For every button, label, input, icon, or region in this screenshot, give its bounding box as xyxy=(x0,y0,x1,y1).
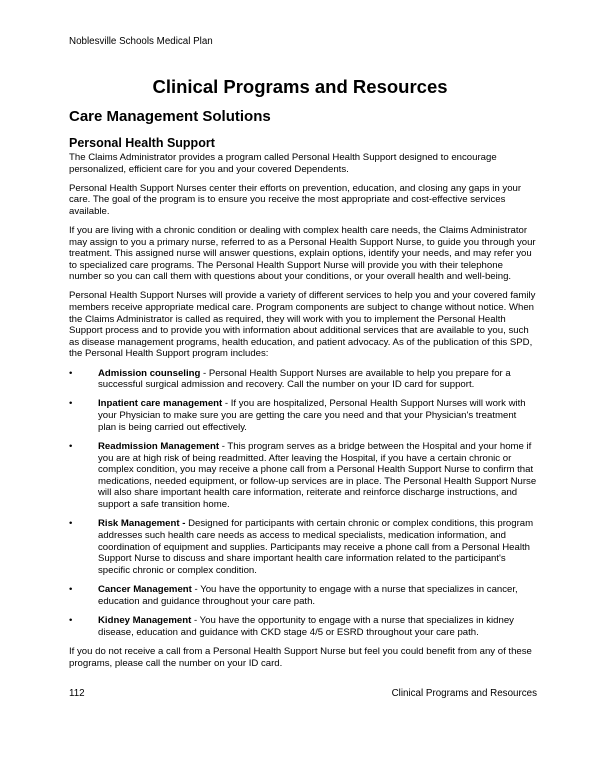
paragraph: The Claims Administrator provides a program called Personal Health Support designed to encourage personalized, efficient care for you and your covered Dependents. xyxy=(69,152,497,175)
list-item xyxy=(69,398,537,433)
running-header: Noblesville Schools Medical Plan xyxy=(69,36,213,47)
list-item xyxy=(69,441,537,511)
program-list xyxy=(69,368,537,639)
list-item-term: Readmission Management xyxy=(98,441,220,453)
bullet-icon: • xyxy=(69,584,73,596)
list-item-text: - Personal Health Support Nurses are available to help you prepare for a successful surgical admission and recovery. Call the number on your ID card for support. xyxy=(98,367,511,391)
page-number: 112 xyxy=(69,688,85,699)
list-item-term: Kidney Management xyxy=(98,615,192,627)
list-item-term: Cancer Management xyxy=(98,584,192,596)
list-item-term: Inpatient care management xyxy=(98,398,223,410)
list-item-text: - You have the opportunity to engage with a nurse that specializes in cancer, education and guidance throughout your care path. xyxy=(98,584,518,607)
paragraph: Personal Health Support Nurses will provide a variety of different services to help you and your covered family members receive appropriate medical care. Program components are subject to change without notice. When the Claims Administrator is called as required, they will work with you to implement the Personal Health Support process and to provide you with information about additional services that are available to you, such as disease management programs, health education, and patient advocacy. As of the publication of this SPD, the Personal Health Support program includes: xyxy=(69,290,536,360)
list-item-text: - This program serves as a bridge between the Hospital and your home if you are at high risk of being readmitted. After leaving the Hospital, if you have a certain chronic or complex condition, you may receive a phone call from a Personal Health Support Nurse to confirm that medications, needed equipment, or follow-up services are in place. The Personal Health Support Nurse will also share important health care information, reiterate and reinforce discharge instructions, and support a safe transition home. xyxy=(98,441,537,511)
section-heading: Care Management Solutions xyxy=(69,108,271,125)
closing-paragraph: If you do not receive a call from a Personal Health Support Nurse but feel you could benefit from any of these programs, please call the number on your ID card. xyxy=(69,646,532,669)
list-item-text: - You have the opportunity to engage with a nurse that specializes in kidney disease, education and guidance with CKD stage 4/5 or ESRD throughout your care path. xyxy=(98,615,514,638)
bullet-icon: • xyxy=(69,518,73,530)
list-item-term: Admission counseling xyxy=(98,367,201,379)
bullet-icon: • xyxy=(69,398,73,410)
paragraph: Personal Health Support Nurses center their efforts on prevention, education, and closing any gaps in your care. The goal of the program is to ensure you receive the most appropriate and cost-effective services available. xyxy=(69,182,522,217)
list-item-text: - If you are hospitalized, Personal Health Support Nurses will work with your Physician to make sure you are getting the care you need and that your Physician's treatment plan is being carried out effectively. xyxy=(98,398,526,433)
list-item xyxy=(69,368,537,391)
list-item xyxy=(69,518,537,576)
page-title: Clinical Programs and Resources xyxy=(152,76,448,97)
list-item xyxy=(69,584,537,607)
list-item-text: Designed for participants with certain chronic or complex conditions, this program addresses such health care needs as access to medical specialists, medication information, and coordination of equipment and supplies. Participants may receive a phone call from a Personal Health Support Nurse to discuss and share important health care information related to the participant's specific chronic or complex condition. xyxy=(98,518,534,576)
body-content xyxy=(69,152,537,677)
footer-section-name: Clinical Programs and Resources xyxy=(391,688,537,699)
bullet-icon: • xyxy=(69,367,73,379)
bullet-icon: • xyxy=(69,615,73,627)
list-item-term: Risk Management - xyxy=(98,518,186,530)
subsection-heading: Personal Health Support xyxy=(69,136,215,150)
bullet-icon: • xyxy=(69,441,73,453)
list-item xyxy=(69,615,537,638)
paragraph: If you are living with a chronic condition or dealing with complex health care needs, the Claims Administrator may assign to you a primary nurse, referred to as a Personal Health Support Nurse, to guide you through your treatment. This assigned nurse will answer questions, explain options, identify your needs, and may refer you to specialized care programs. The Personal Health Support Nurse will provide you with their telephone number so you can call them with questions about your conditions, or your overall health and well-being. xyxy=(69,224,536,283)
